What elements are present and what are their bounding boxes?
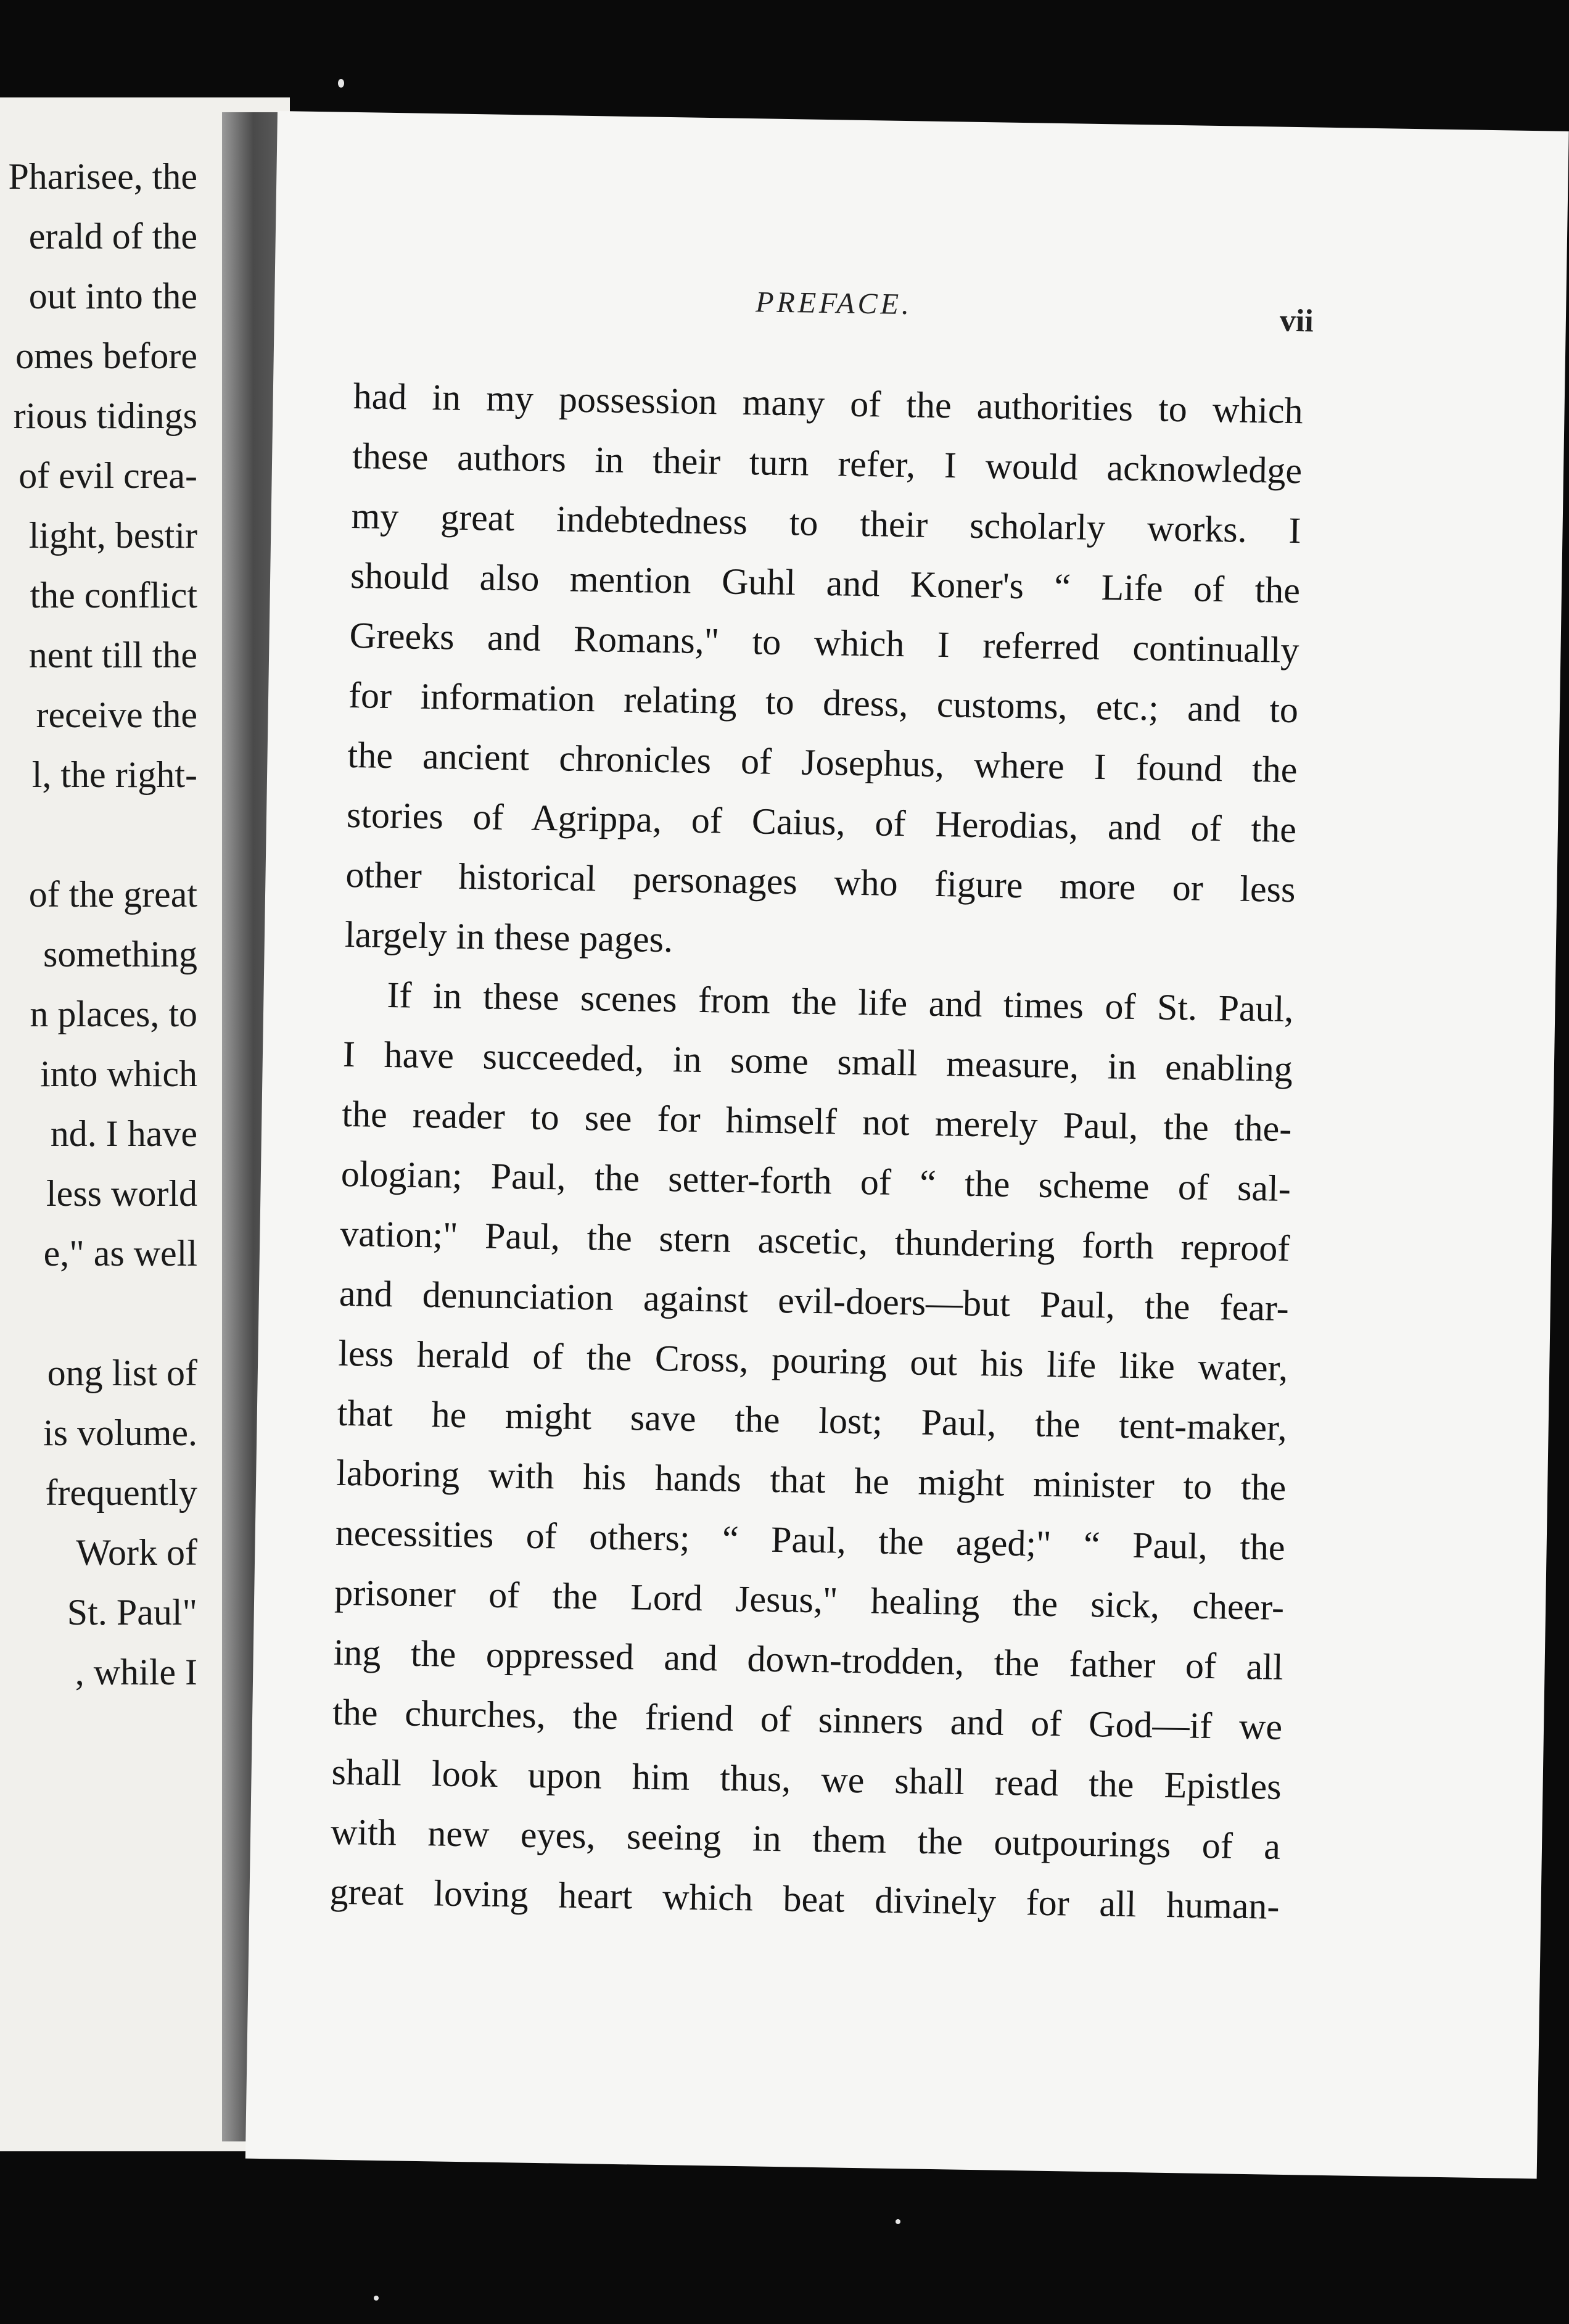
- left-page-line: nd. I have: [50, 1113, 197, 1154]
- text-line: vation;" Paul, the stern ascetic, thundering forth reproof: [339, 1213, 1290, 1269]
- text-line: and denunciation against evil-doers—but Paul, the fear-: [339, 1272, 1290, 1329]
- left-page-line: Pharisee, the: [8, 156, 197, 197]
- text-line: necessities of others; “ Paul, the aged;" “ Paul, the: [335, 1512, 1286, 1568]
- right-page: [245, 111, 1569, 2178]
- left-page-line: omes before: [15, 336, 197, 376]
- text-line: these authors in their turn refer, I would acknowledge: [352, 435, 1303, 492]
- dust-speck: [374, 2296, 379, 2301]
- left-page-line: e," as well: [43, 1233, 197, 1274]
- text-line: great loving heart which beat divinely for all human-: [329, 1871, 1280, 1927]
- text-line: prisoner of the Lord Jesus," healing the sick, cheer-: [334, 1572, 1285, 1628]
- left-page-line: l, the right-: [31, 754, 197, 795]
- text-line: that he might save the lost; Paul, the tent-maker,: [337, 1392, 1288, 1448]
- left-page-line: erald of the: [28, 216, 197, 257]
- text-line: ologian; Paul, the setter-forth of “ the scheme of sal-: [340, 1153, 1291, 1209]
- left-page-line: nent till the: [28, 635, 197, 675]
- left-page-line: light, bestir: [28, 515, 197, 556]
- left-page-line: into which: [40, 1053, 197, 1094]
- text-line: If in these scenes from the life and times of St. Paul,: [386, 974, 1294, 1030]
- text-line: had in my possession many of the authorities to which: [353, 375, 1304, 432]
- left-page-line: of evil crea-: [19, 455, 197, 496]
- text-line: the churches, the friend of sinners and of God—if we: [332, 1691, 1283, 1747]
- text-line: largely in these pages.: [344, 913, 673, 960]
- text-line: other historical personages who figure more or less: [345, 854, 1296, 910]
- left-page-line: ong list of: [47, 1353, 197, 1393]
- text-line: Greeks and Romans," to which I referred continually: [349, 614, 1299, 671]
- text-line: less herald of the Cross, pouring out his life like water,: [337, 1332, 1288, 1388]
- left-page-line: something: [43, 934, 197, 975]
- text-line: my great indebtedness to their scholarly works. I: [351, 495, 1302, 551]
- left-page-line: the conflict: [30, 575, 197, 616]
- left-page-line: is volume.: [43, 1412, 197, 1453]
- left-page-line: less world: [46, 1173, 197, 1214]
- left-page-line: rious tidings: [13, 395, 197, 436]
- dust-speck: [896, 2219, 900, 2224]
- running-head: PREFACE.: [755, 286, 913, 321]
- text-line: for information relating to dress, customs, etc.; and to: [348, 674, 1299, 731]
- text-line: the reader to see for himself not merely Paul, the the-: [341, 1093, 1292, 1150]
- text-line: should also mention Guhl and Koner's “ Life of the: [350, 554, 1301, 611]
- left-page-line: St. Paul": [67, 1592, 197, 1633]
- text-line: ing the oppressed and down-trodden, the father of all: [333, 1631, 1284, 1687]
- left-page-line: frequently: [45, 1472, 197, 1513]
- left-page-line: out into the: [28, 276, 197, 316]
- dust-speck: [338, 79, 344, 88]
- text-line: I have succeeded, in some small measure, in enabling: [342, 1033, 1293, 1090]
- page-number: vii: [1279, 303, 1314, 339]
- text-line: stories of Agrippa, of Caius, of Herodias, and of the: [346, 794, 1297, 851]
- left-page-line: Work of: [76, 1532, 197, 1573]
- left-page-line: , while I: [75, 1652, 197, 1692]
- left-page-line: of the great: [28, 874, 197, 915]
- text-line: laboring with his hands that he might minister to the: [336, 1452, 1287, 1508]
- text-line: the ancient chronicles of Josephus, where I found the: [347, 734, 1298, 791]
- left-page-line: n places, to: [30, 994, 197, 1034]
- left-page-line: receive the: [36, 694, 197, 735]
- text-line: shall look upon him thus, we shall read the Epistles: [331, 1751, 1282, 1807]
- text-line: with new eyes, seeing in them the outpourings of a: [330, 1811, 1281, 1867]
